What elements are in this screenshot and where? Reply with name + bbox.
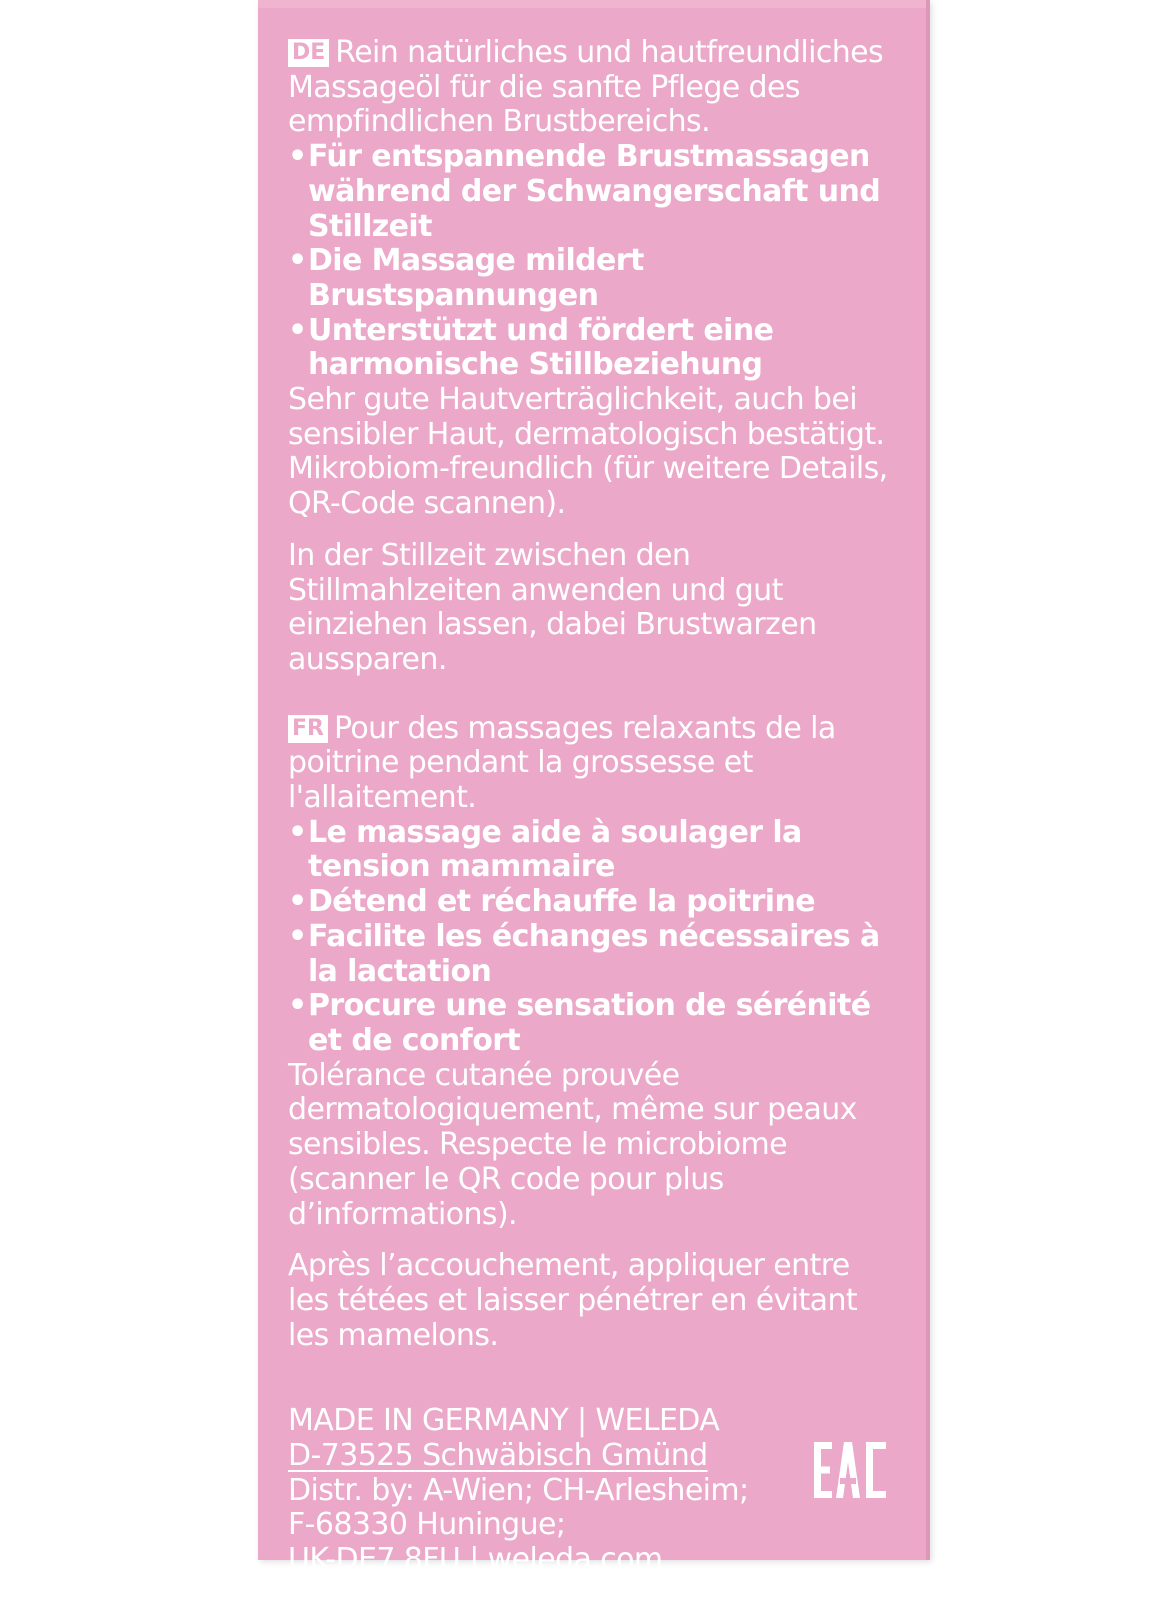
de-bullet: • Unterstützt und fördert eine harmonische Stillbeziehung xyxy=(288,314,892,383)
package-top-edge xyxy=(258,0,926,8)
fr-bullet: • Le massage aide à soulager la tension mammaire xyxy=(288,816,892,885)
de-bullet: • Für entspannende Brustmassagen während der Schwangerschaft und Stillzeit xyxy=(288,140,892,244)
footer-line-distributor-uk: UK-DE7 8FU | weleda.com xyxy=(288,1542,663,1578)
fr-intro xyxy=(288,712,892,816)
fr-tolerance: Tolérance cutanée prouvée dermatologiquement, même sur peaux sensibles. Respecte le microbiome (scanner le QR code pour plus d’informations). xyxy=(288,1057,857,1232)
de-bullet: • Die Massage mildert Brustspannungen xyxy=(288,244,892,313)
label-text xyxy=(288,36,892,1578)
fr-intro-text: Pour des massages relaxants de la poitrine pendant la grossesse et l'allaitement. xyxy=(288,710,836,816)
footer-line-address: D-73525 Schwäbisch Gmünd xyxy=(288,1438,708,1474)
fr-bullet-list xyxy=(288,816,892,1059)
eac-mark-icon xyxy=(812,1440,888,1500)
fr-bullet: • Procure une sensation de sérénité et de confort xyxy=(288,989,892,1058)
manufacturer-info xyxy=(288,1404,892,1578)
fr-bullet: • Détend et réchauffe la poitrine xyxy=(288,885,892,920)
de-intro-text: Rein natürliches und hautfreundliches Massageöl für die sanfte Pflege des empfindlichen Brustbereichs. xyxy=(288,35,884,140)
footer-line-distributor: Distr. by: A-Wien; CH-Arlesheim; xyxy=(288,1472,749,1508)
de-tolerance: Sehr gute Hautverträglichkeit, auch bei sensibler Haut, dermatologisch bestätigt. Mikrobiom-freundlich (für weitere Details, QR-Code scannen). xyxy=(288,382,888,522)
package-side-panel xyxy=(258,0,930,1578)
fr-usage: Après l’accouchement, appliquer entre les tétées et laisser pénétrer en évitant les mamelons. xyxy=(288,1248,858,1353)
de-bullet-list xyxy=(288,140,892,383)
de-language-tag: DE xyxy=(288,39,329,67)
fr-bullet: • Facilite les échanges nécessaires à la lactation xyxy=(288,920,892,989)
de-intro xyxy=(288,36,892,140)
footer-line-origin: MADE IN GERMANY | WELEDA xyxy=(288,1403,720,1439)
fr-language-tag: FR xyxy=(288,715,328,743)
footer-line-distributor-fr: F-68330 Huningue; xyxy=(288,1507,566,1543)
de-usage: In der Stillzeit zwischen den Stillmahlzeiten anwenden und gut einziehen lassen, dabei Brustwarzen aussparen. xyxy=(288,537,817,677)
